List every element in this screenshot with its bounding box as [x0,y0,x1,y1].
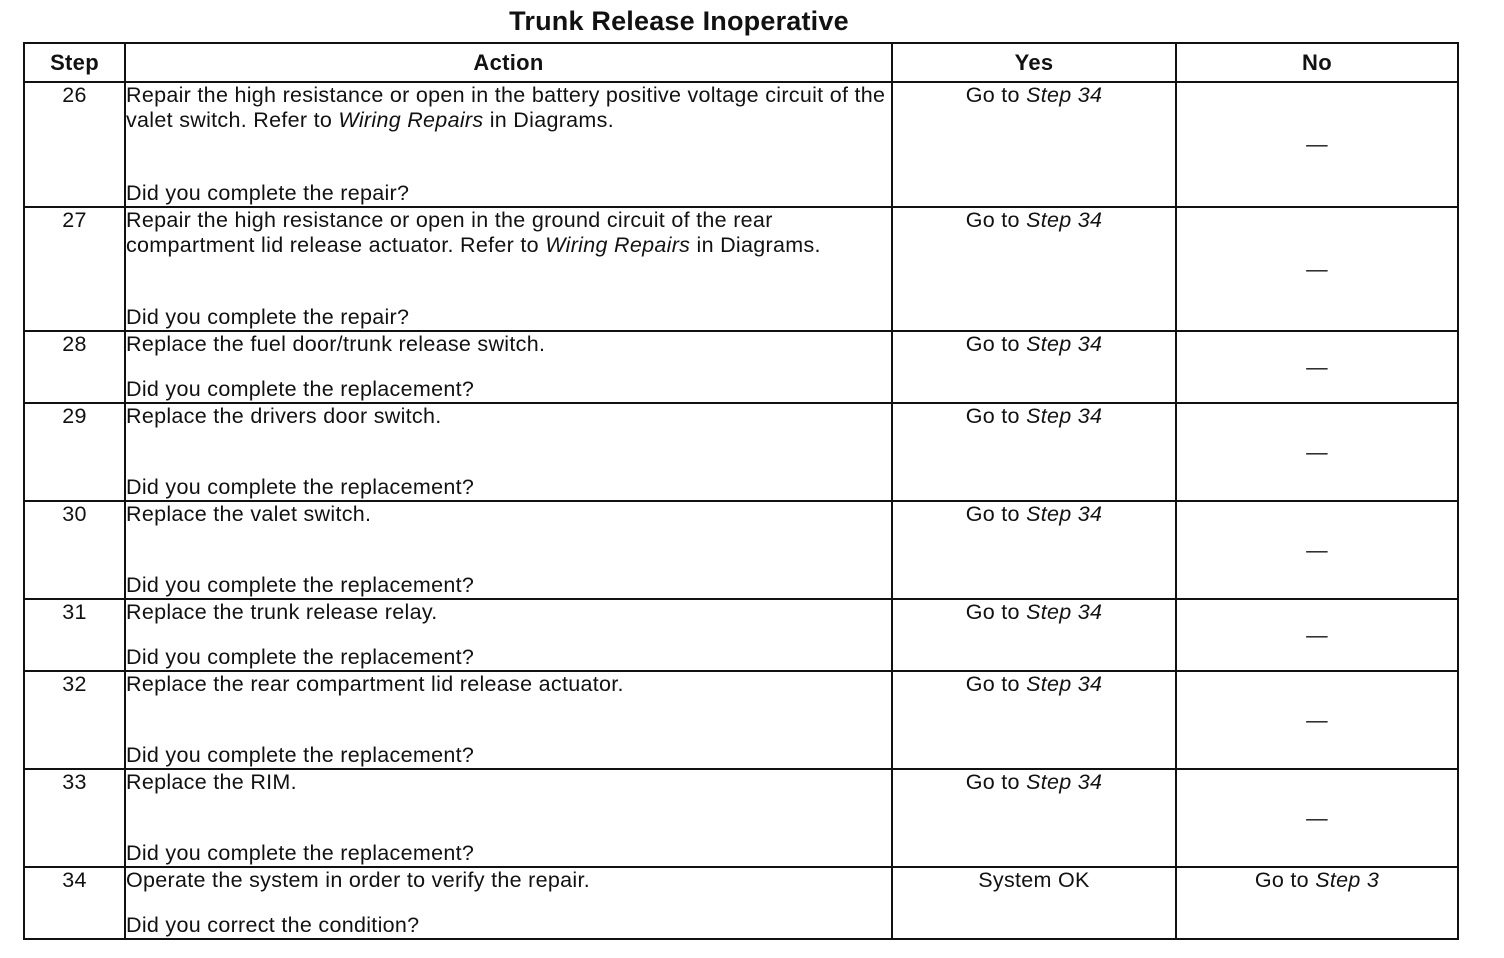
action-question: Did you complete the replacement? [126,475,475,499]
yes-result [892,671,1176,769]
action-text-run: Wiring Repairs [338,108,484,132]
no-result: — [1176,501,1458,599]
yes-result [892,769,1176,867]
action-text-run: in Diagrams. [690,233,821,257]
no-result: — [1176,671,1458,769]
action-question: Did you complete the replacement? [126,645,475,669]
table-row [24,769,1458,867]
step-number: 27 [24,207,125,331]
action-text-run: Replace the valet switch. [126,502,372,526]
action-text [126,502,891,527]
step-number: 26 [24,82,125,207]
yes-result [892,82,1176,207]
action-header: Action [125,43,892,82]
step-number: 31 [24,599,125,671]
yes-result-run: Go to [965,83,1027,107]
action-text [126,208,891,258]
action-text-run: Operate the system in order to verify the repair. [126,868,591,892]
action-text [126,83,891,133]
yes-result [892,501,1176,599]
no-result [1176,867,1458,939]
yes-result-run: Go to [965,502,1027,526]
yes-result [892,867,1176,939]
no-result: — [1176,331,1458,403]
no-result: — [1176,769,1458,867]
step-header: Step [24,43,125,82]
action-question: Did you complete the repair? [126,305,410,329]
action-text [126,600,891,625]
yes-result-run: Step 34 [1026,404,1103,428]
action-question: Did you correct the condition? [126,913,420,937]
action-question: Did you complete the replacement? [126,377,475,401]
action-cell [125,599,892,671]
yes-result-run: Go to [965,672,1027,696]
table-row [24,867,1458,939]
no-result: — [1176,599,1458,671]
action-text-run: Wiring Repairs [545,233,691,257]
table-row [24,501,1458,599]
action-cell [125,331,892,403]
yes-result-run: Go to [965,770,1027,794]
action-cell [125,82,892,207]
no-result: — [1176,82,1458,207]
step-number: 32 [24,671,125,769]
action-question: Did you complete the replacement? [126,743,475,767]
yes-result-run: Step 34 [1026,208,1103,232]
action-text-run: Replace the fuel door/trunk release switch. [126,332,546,356]
table-row [24,207,1458,331]
step-number: 29 [24,403,125,501]
action-text-run: Replace the drivers door switch. [126,404,442,428]
action-cell [125,207,892,331]
table-row [24,671,1458,769]
table-row [24,403,1458,501]
action-cell [125,501,892,599]
action-cell [125,403,892,501]
action-question: Did you complete the replacement? [126,841,475,865]
yes-result-run: Step 34 [1026,770,1103,794]
yes-result-run: Step 34 [1026,502,1103,526]
step-number: 34 [24,867,125,939]
page-title: Trunk Release Inoperative [509,6,849,36]
yes-result-run: Go to [965,404,1027,428]
yes-result-run: Go to [965,208,1027,232]
action-text [126,868,891,893]
no-result: — [1176,403,1458,501]
yes-result-run: Step 34 [1026,600,1103,624]
yes-result [892,331,1176,403]
action-text [126,332,891,357]
yes-result-run: Step 34 [1026,672,1103,696]
yes-result [892,207,1176,331]
yes-result-run: System OK [978,868,1090,892]
action-cell [125,867,892,939]
no-header: No [1176,43,1458,82]
action-text [126,404,891,429]
yes-result [892,403,1176,501]
procedure-table [23,42,1459,940]
table-row [24,599,1458,671]
action-text [126,770,891,795]
yes-result-run: Step 34 [1026,332,1103,356]
action-text [126,672,891,697]
action-cell [125,671,892,769]
table-row [24,331,1458,403]
yes-result-run: Go to [965,600,1027,624]
step-number: 28 [24,331,125,403]
no-result: — [1176,207,1458,331]
no-result-run: Step 3 [1315,868,1380,892]
yes-header: Yes [892,43,1176,82]
yes-result-run: Step 34 [1026,83,1103,107]
yes-result [892,599,1176,671]
action-text-run: Replace the RIM. [126,770,297,794]
action-question: Did you complete the replacement? [126,573,475,597]
yes-result-run: Go to [965,332,1027,356]
header-row [24,43,1458,82]
action-text-run: Replace the rear compartment lid release actuator. [126,672,624,696]
action-text-run: Repair the high resistance or open in the ground circuit of the rear compartment lid release actuator. Refer to [126,208,773,257]
action-text-run: in Diagrams. [483,108,614,132]
action-text-run: Replace the trunk release relay. [126,600,438,624]
step-number: 30 [24,501,125,599]
no-result-run: Go to [1254,868,1316,892]
step-number: 33 [24,769,125,867]
action-text-run: Repair the high resistance or open in the battery positive voltage circuit of the valet switch. Refer to [126,83,886,132]
procedure-rows [24,82,1458,939]
action-question: Did you complete the repair? [126,181,410,205]
action-cell [125,769,892,867]
table-row [24,82,1458,207]
